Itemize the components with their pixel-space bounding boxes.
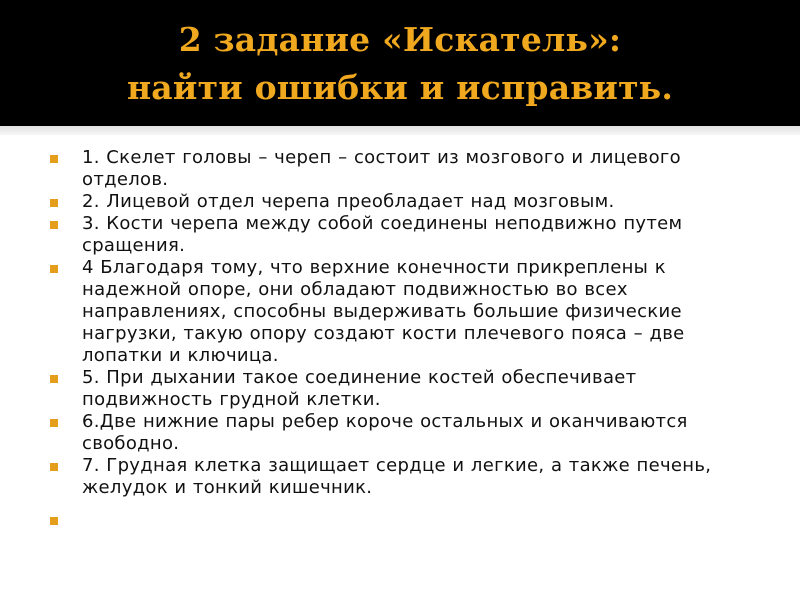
list-item-2 [50, 191, 750, 213]
list-item-text: 5. При дыхании такое соединение костей обеспечивает подвижность грудной клетки. [82, 367, 637, 410]
list-item-5 [50, 367, 750, 411]
list-item-empty [50, 509, 750, 531]
list-item-text: 2. Лицевой отдел черепа преобладает над мозговым. [82, 191, 615, 212]
title-line-1: 2 задание «Искатель»: [178, 20, 622, 59]
list-item-6 [50, 411, 750, 455]
title-band [0, 0, 800, 126]
bullet-icon [50, 375, 58, 383]
bullet-icon [50, 265, 58, 273]
bullet-icon [50, 517, 58, 525]
list-item-text: 7. Грудная клетка защищает сердце и легкие, а также печень, желудок и тонкий кишечник. [82, 455, 712, 498]
bullet-icon [50, 463, 58, 471]
bullet-list [50, 147, 750, 531]
list-item-4 [50, 257, 750, 367]
slide-title [0, 16, 800, 112]
bullet-icon [50, 199, 58, 207]
content-area [50, 147, 750, 531]
title-divider [0, 126, 800, 135]
bullet-icon [50, 155, 58, 163]
title-line-2: найти ошибки и исправить. [126, 68, 674, 107]
list-item-text: 6.Две нижние пары ребер короче остальных и оканчиваются свободно. [82, 411, 688, 454]
list-item-text: 3. Кости черепа между собой соединены неподвижно путем сращения. [82, 213, 683, 256]
list-item-3 [50, 213, 750, 257]
list-item-7 [50, 455, 750, 499]
bullet-icon [50, 419, 58, 427]
list-item-1 [50, 147, 750, 191]
list-item-text: 4 Благодаря тому, что верхние конечности прикреплены к надежной опоре, они обладают подвижностью во всех направлениях, способны выдерживать большие физические нагрузки, такую опору создают кости плечевого пояса – две лопатки и ключица. [82, 257, 685, 366]
list-item-text: 1. Скелет головы – череп – состоит из мозгового и лицевого отделов. [82, 147, 681, 190]
bullet-icon [50, 221, 58, 229]
